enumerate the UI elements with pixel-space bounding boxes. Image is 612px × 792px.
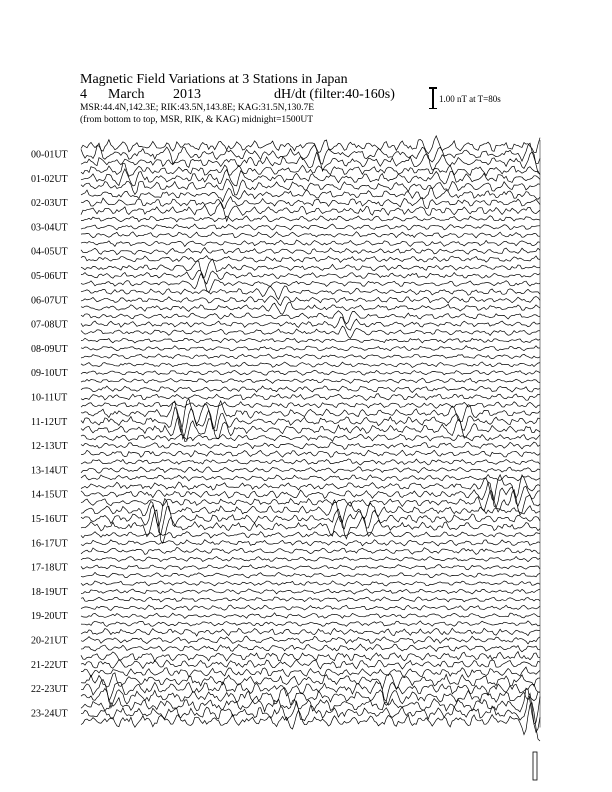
trace-17-18UT-KAG [81, 557, 540, 562]
trace-10-11UT-RIK [81, 394, 540, 401]
row-label-17-18UT: 17-18UT [31, 562, 68, 574]
date-year: 2013 [173, 87, 201, 102]
trace-04-05UT-KAG [81, 240, 540, 247]
trace-21-22UT-MSR [81, 667, 540, 677]
trace-00-01UT-KAG [81, 136, 540, 154]
row-label-19-20UT: 19-20UT [31, 611, 68, 623]
row-label-10-11UT: 10-11UT [31, 392, 68, 404]
end-marker [533, 752, 537, 780]
trace-10-11UT-KAG [81, 386, 540, 393]
trace-07-08UT-MSR [81, 326, 540, 338]
trace-01-02UT-KAG [81, 163, 540, 176]
trace-07-08UT-KAG [81, 311, 540, 324]
trace-12-13UT-MSR [81, 450, 540, 457]
chart-title: Magnetic Field Variations at 3 Stations in Japan [80, 72, 348, 87]
trace-10-11UT-MSR [81, 402, 540, 409]
row-label-20-21UT: 20-21UT [31, 635, 68, 647]
row-label-11-12UT: 11-12UT [31, 416, 68, 428]
row-label-21-22UT: 21-22UT [31, 659, 68, 671]
trace-02-03UT-RIK [81, 197, 540, 209]
trace-06-07UT-MSR [81, 302, 540, 314]
trace-16-17UT-RIK [81, 540, 540, 546]
scale-label: 1.00 nT at T=80s [439, 94, 501, 104]
station-coordinates: MSR:44.4N,142.3E; RIK:43.5N,143.8E; KAG:31.5N,130.7E [80, 103, 315, 113]
trace-21-22UT-RIK [81, 660, 540, 669]
trace-04-05UT-MSR [81, 256, 540, 263]
row-label-23-24UT: 23-24UT [31, 708, 68, 720]
trace-19-20UT-RIK [81, 613, 540, 619]
row-label-05-06UT: 05-06UT [31, 271, 68, 282]
trace-08-09UT-RIK [81, 346, 540, 351]
trace-08-09UT-MSR [81, 354, 540, 359]
trace-20-21UT-MSR [81, 644, 540, 652]
row-label-12-13UT: 12-13UT [31, 441, 68, 453]
trace-18-19UT-MSR [81, 597, 540, 602]
trace-12-13UT-RIK [81, 442, 540, 449]
trace-09-10UT-RIK [81, 370, 540, 375]
trace-08-09UT-KAG [81, 338, 540, 343]
trace-18-19UT-RIK [81, 589, 540, 594]
trace-19-20UT-MSR [81, 621, 540, 627]
trace-21-22UT-KAG [81, 652, 540, 662]
trace-17-18UT-RIK [81, 565, 540, 570]
row-label-03-04UT: 03-04UT [31, 222, 68, 234]
trace-04-05UT-RIK [81, 248, 540, 255]
row-label-07-08UT: 07-08UT [31, 319, 68, 331]
trace-13-14UT-RIK [81, 467, 540, 474]
row-label-08-09UT: 08-09UT [31, 343, 68, 355]
row-label-15-16UT: 15-16UT [31, 514, 68, 525]
trace-16-17UT-MSR [81, 547, 540, 554]
row-label-01-02UT: 01-02UT [31, 173, 68, 185]
trace-12-13UT-KAG [81, 434, 540, 441]
row-label-16-17UT: 16-17UT [31, 538, 68, 550]
trace-09-10UT-MSR [81, 378, 540, 383]
date-day: 4 [80, 87, 87, 102]
station-order-note: (from bottom to top, MSR, RIK, & KAG) midnight=1500UT [80, 115, 314, 125]
trace-03-04UT-KAG [81, 216, 540, 222]
trace-09-10UT-KAG [81, 362, 540, 368]
row-label-14-15UT: 14-15UT [31, 489, 68, 501]
trace-03-04UT-MSR [81, 232, 540, 238]
trace-22-23UT-MSR [81, 688, 540, 708]
trace-16-17UT-KAG [81, 531, 540, 538]
row-label-18-19UT: 18-19UT [31, 586, 68, 598]
trace-13-14UT-KAG [81, 459, 540, 465]
trace-19-20UT-KAG [81, 605, 540, 610]
trace-13-14UT-MSR [81, 475, 540, 481]
trace-18-19UT-KAG [81, 581, 540, 586]
row-label-06-07UT: 06-07UT [31, 295, 68, 307]
trace-06-07UT-RIK [81, 296, 540, 306]
trace-11-12UT-RIK [81, 407, 540, 438]
trace-20-21UT-RIK [81, 636, 540, 644]
filter-label: dH/dt (filter:40-160s) [274, 87, 395, 102]
trace-03-04UT-RIK [81, 224, 540, 230]
trace-11-12UT-KAG [81, 399, 540, 433]
row-label-22-23UT: 22-23UT [31, 684, 68, 696]
row-label-00-01UT: 00-01UT [31, 149, 68, 161]
trace-20-21UT-KAG [81, 628, 540, 636]
trace-07-08UT-RIK [81, 317, 540, 330]
trace-02-03UT-KAG [81, 188, 540, 202]
row-label-09-10UT: 09-10UT [31, 368, 68, 380]
row-label-04-05UT: 04-05UT [31, 246, 68, 258]
trace-17-18UT-MSR [81, 572, 540, 577]
date-month: March [108, 87, 145, 102]
trace-05-06UT-MSR [81, 274, 540, 293]
row-label-13-14UT: 13-14UT [31, 465, 68, 477]
row-label-02-03UT: 02-03UT [31, 198, 68, 210]
